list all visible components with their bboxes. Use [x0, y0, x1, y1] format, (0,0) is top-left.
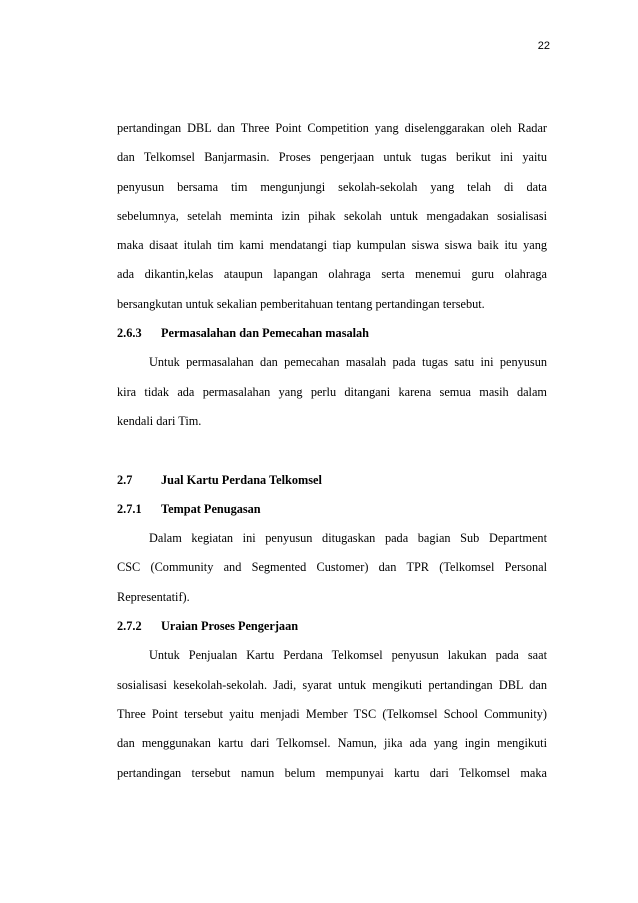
paragraph-line: Untuk Penjualan Kartu Perdana Telkomsel penyusun lakukan pada saat — [149, 648, 547, 663]
section-heading-2-7-2 — [117, 617, 547, 646]
section-title: Permasalahan dan Pemecahan masalah — [161, 326, 370, 341]
section-number: 2.7 — [117, 472, 133, 487]
paragraph-line: pertandingan DBL dan Three Point Competition yang diselenggarakan oleh Radar — [117, 121, 547, 135]
paragraph-line: maka disaat itulah tim kami mendatangi tiap kumpulan siswa siswa baik itu yang — [117, 238, 547, 253]
paragraph-line: Untuk permasalahan dan pemecahan masalah pada tugas satu ini penyusun — [149, 355, 547, 370]
document-body — [117, 119, 547, 793]
section-number: 2.7.1 — [117, 501, 142, 516]
paragraph-line: dan menggunakan kartu dari Telkomsel. Namun, jika ada yang ingin mengikuti — [117, 736, 547, 751]
page-number: 22 — [537, 40, 550, 52]
paragraph-line: sosialisasi kesekolah-sekolah. Jadi, syarat untuk mengikuti pertandingan DBL dan — [117, 677, 547, 692]
paragraph-line: penyusun bersama tim mengunjungi sekolah-sekolah yang telah di data — [117, 179, 547, 194]
paragraph-line: kendali dari Tim. — [117, 413, 202, 428]
paragraph-line: kira tidak ada permasalahan yang perlu ditangani karena semua masih dalam — [117, 384, 547, 399]
paragraph-line: Three Point tersebut yaitu menjadi Member TSC (Telkomsel School Community) — [117, 706, 547, 721]
blank-line — [117, 441, 547, 470]
section-number: 2.7.2 — [117, 619, 142, 634]
section-heading-2-7-1 — [117, 500, 547, 529]
paragraph-line: ada dikantin,kelas ataupun lapangan olahraga serta menemui guru olahraga — [117, 267, 547, 282]
paragraph-line: dan Telkomsel Banjarmasin. Proses pengerjaan untuk tugas berikut ini yaitu — [117, 150, 547, 165]
paragraph-line: pertandingan tersebut namun belum mempunyai kartu dari Telkomsel maka — [117, 765, 547, 780]
section-title: Uraian Proses Pengerjaan — [161, 619, 299, 634]
paragraph-line: Dalam kegiatan ini penyusun ditugaskan pada bagian Sub Department — [149, 531, 547, 546]
section-title: Tempat Penugasan — [161, 501, 261, 516]
section-heading-2-7 — [117, 471, 547, 500]
paragraph-line: bersangkutan untuk sekalian pemberitahuan tentang pertandingan tersebut. — [117, 296, 485, 311]
section-number: 2.6.3 — [117, 326, 142, 341]
section-heading-2-6-3 — [117, 324, 547, 353]
paragraph-line: Representatif). — [117, 589, 190, 604]
paragraph-line: sebelumnya, setelah meminta izin pihak sekolah untuk mengadakan sosialisasi — [117, 208, 547, 223]
section-title: Jual Kartu Perdana Telkomsel — [161, 472, 322, 487]
paragraph-line: CSC (Community and Segmented Customer) dan TPR (Telkomsel Personal — [117, 560, 547, 575]
